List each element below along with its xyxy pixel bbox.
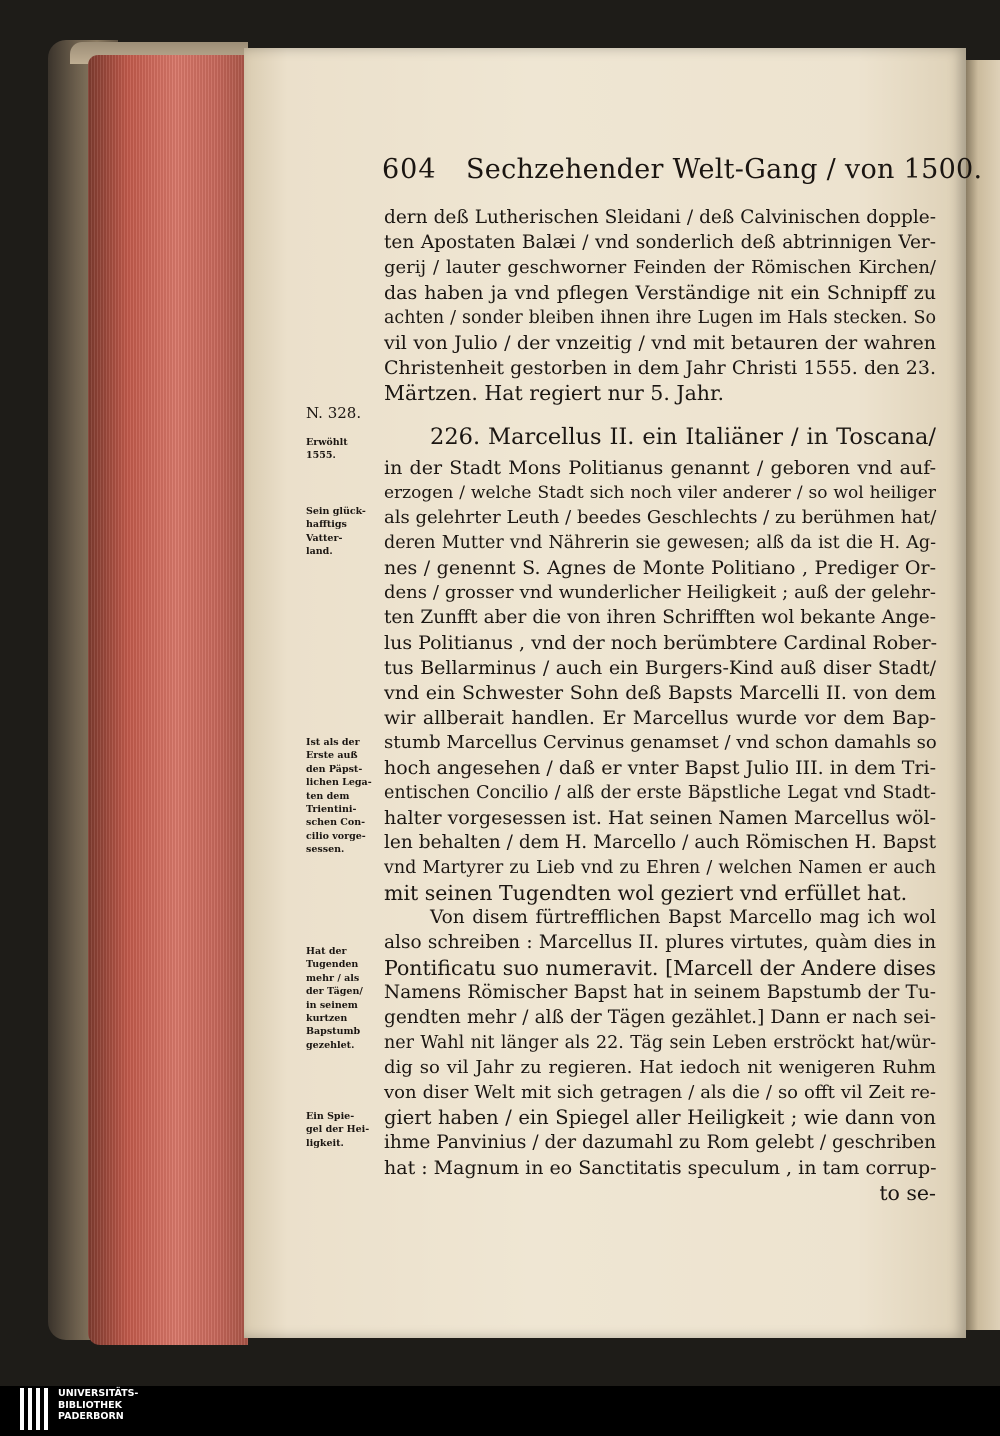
- text-line: vnd ein Schwester Sohn deß Bapsts Marcelli II. von dem: [384, 682, 936, 704]
- text-line: ihme Panvinius / der dazumahl zu Rom gelebt / geschriben: [384, 1132, 936, 1153]
- text-line: giert haben / ein Spiegel aller Heiligkeit ; wie dann von: [384, 1106, 936, 1129]
- text-line: von diser Welt mit sich getragen / als die / so offt vil Zeit re-: [384, 1082, 936, 1103]
- catchword: to se-: [879, 1181, 936, 1205]
- text-line: gerij / lauter geschworner Feinden der Römischen Kirchen/: [384, 257, 936, 278]
- text-line: also schreiben : Marcellus II. plures virtutes, quàm dies in: [384, 932, 936, 953]
- footer-bar: [0, 1386, 1000, 1436]
- text-line: als gelehrter Leuth / beedes Geschlechts / zu berühmen hat/: [384, 507, 937, 528]
- text-line: entischen Concilio / alß der erste Bäpstliche Legat vnd Stadt-: [384, 783, 936, 803]
- marginal-note: Ein Spie- gel der Hei- ligkeit.: [306, 1111, 370, 1149]
- text-line: Namens Römischer Bapst hat in seinem Bapstumb der Tu-: [384, 982, 936, 1003]
- page-number: 604: [382, 154, 437, 185]
- text-line: ten Zunfft aber die von ihren Schrifften wol bekante Ange-: [384, 607, 936, 628]
- text-line: in der Stadt Mons Politianus genannt / geboren vnd auf-: [384, 457, 936, 479]
- text-line: ten Apostaten Balæi / vnd sonderlich deß abtrinnigen Ver-: [384, 232, 936, 253]
- text-line: Pontificatu suo numeravit. [Marcell der Andere dises: [384, 956, 936, 980]
- section-heading: 226. Marcellus II. ein Italiäner / in Toscana/: [430, 424, 936, 450]
- running-title: Sechzehender Welt-Gang / von 1500.: [466, 154, 983, 185]
- text-line: Märtzen. Hat regiert nur 5. Jahr.: [384, 381, 725, 405]
- text-line: gendten mehr / alß der Tägen gezählet.] Dann er nach sei-: [384, 1007, 936, 1028]
- text-line: wir allberait handlen. Er Marcellus wurde vor dem Bap-: [384, 707, 936, 729]
- text-line: vil von Julio / der vnzeitig / vnd mit betauren der wahren: [384, 332, 936, 354]
- text-line: hoch angesehen / daß er vnter Bapst Julio III. in dem Tri-: [384, 757, 936, 779]
- text-line: erzogen / welche Stadt sich noch viler anderer / so wol heiliger: [384, 483, 936, 503]
- text-line: stumb Marcellus Cervinus genamset / vnd schon damahls so: [384, 732, 937, 753]
- book-fore-edge: [88, 55, 248, 1345]
- text-line: mit seinen Tugendten wol geziert vnd erfüllet hat.: [384, 881, 908, 905]
- text-line: len behalten / dem H. Marcello / auch Römischen H. Bapst: [384, 832, 936, 853]
- library-logo-text: UNIVERSITÄTS- BIBLIOTHEK PADERBORN: [58, 1388, 139, 1422]
- text-line: Christenheit gestorben in dem Jahr Christi 1555. den 23.: [384, 357, 936, 379]
- marginal-note: Ist als der Erste auß den Päpst- lichen Lega- ten dem Trientini- schen Con- cilio vorge- sessen.: [306, 737, 372, 856]
- text-line: hat : Magnum in eo Sanctitatis speculum , in tam corrup-: [384, 1157, 937, 1179]
- text-line: tus Bellarminus / auch ein Burgers-Kind auß diser Stadt/: [384, 657, 936, 679]
- library-logo-icon: [20, 1388, 50, 1430]
- text-line: lus Politianus , vnd der noch berümbtere Cardinal Rober-: [384, 632, 938, 654]
- text-line: Von disem fürtrefflichen Bapst Marcello mag ich wol: [430, 907, 936, 928]
- text-line: halter vorgesessen ist. Hat seinen Namen Marcellus wöl-: [384, 807, 936, 829]
- marginal-reference: N. 328.: [306, 404, 362, 422]
- marginal-note: Sein glück- hafftigs Vatter- land.: [306, 506, 366, 558]
- facing-page-edge: [966, 60, 1000, 1330]
- running-header: [382, 154, 983, 194]
- text-line: vnd Martyrer zu Lieb vnd zu Ehren / welchen Namen er auch: [384, 858, 936, 878]
- text-line: dern deß Lutherischen Sleidani / deß Calvinischen dopple-: [384, 207, 936, 228]
- text-line: nes / genennt S. Agnes de Monte Politiano , Prediger Or-: [384, 557, 936, 579]
- text-line: dens / grosser vnd wunderlicher Heiligkeit ; auß der gelehr-: [384, 582, 936, 603]
- text-line: ner Wahl nit länger als 22. Täg sein Leben erströckt hat/wür-: [384, 1033, 936, 1053]
- marginal-note: Erwöhlt 1555.: [306, 437, 348, 462]
- text-line: das haben ja vnd pflegen Verständige nit ein Schnipff zu: [384, 282, 936, 304]
- marginal-note: Hat der Tugenden mehr / als der Tägen/ in seinem kurtzen Bapstumb gezehlet.: [306, 946, 363, 1051]
- text-line: dig so vil Jahr zu regieren. Hat iedoch nit wenigeren Ruhm: [384, 1057, 936, 1078]
- text-line: deren Mutter vnd Nährerin sie gewesen; alß da ist die H. Ag-: [384, 533, 936, 553]
- text-line: achten / sonder bleiben ihnen ihre Lugen im Hals stecken. So: [384, 308, 936, 328]
